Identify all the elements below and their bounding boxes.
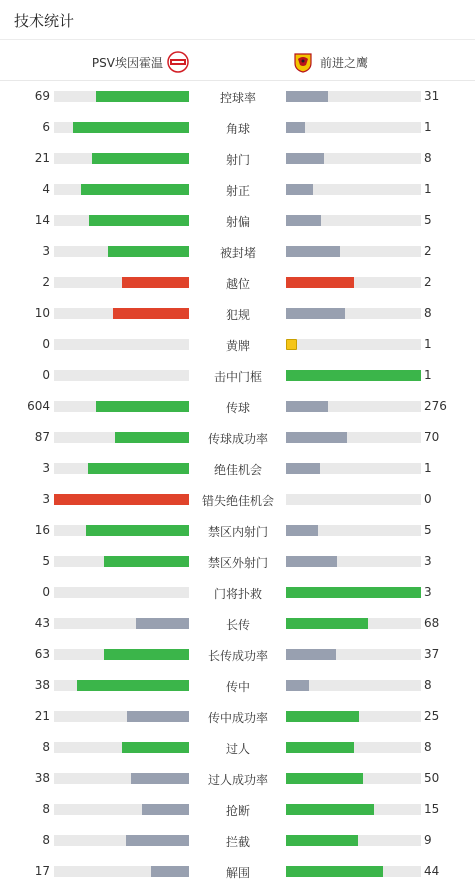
away-bar-track bbox=[286, 680, 421, 691]
stat-label: 传球 bbox=[225, 401, 250, 415]
home-bar-fill bbox=[115, 432, 189, 443]
stat-label: 射门 bbox=[225, 153, 250, 167]
away-bar-track bbox=[286, 587, 421, 598]
home-bar-track bbox=[54, 556, 189, 567]
away-bar-fill bbox=[286, 773, 363, 784]
away-bar-fill bbox=[286, 432, 347, 443]
stat-label: 长传 bbox=[225, 618, 250, 632]
away-bar-track bbox=[286, 866, 421, 877]
home-bar-track bbox=[54, 308, 189, 319]
stat-row bbox=[0, 856, 475, 887]
home-team[interactable] bbox=[92, 51, 189, 73]
away-bar-fill bbox=[286, 835, 358, 846]
away-bar-track bbox=[286, 91, 421, 102]
home-value: 604 bbox=[27, 399, 50, 413]
home-bar-track bbox=[54, 835, 189, 846]
stat-label: 抢断 bbox=[225, 804, 250, 818]
home-bar-track bbox=[54, 153, 189, 164]
stat-row bbox=[0, 670, 475, 701]
home-bar-fill bbox=[131, 773, 189, 784]
home-value: 0 bbox=[42, 337, 50, 351]
stat-label: 禁区外射门 bbox=[207, 556, 268, 570]
away-bar-fill bbox=[286, 401, 328, 412]
away-bar-fill bbox=[286, 618, 368, 629]
home-value: 38 bbox=[34, 771, 50, 785]
away-value: 5 bbox=[424, 213, 432, 227]
away-bar-fill bbox=[286, 525, 318, 536]
home-value: 43 bbox=[34, 616, 50, 630]
away-value: 44 bbox=[424, 864, 440, 878]
header-bar bbox=[0, 0, 475, 40]
home-value: 3 bbox=[42, 492, 50, 506]
away-bar-fill bbox=[286, 866, 383, 877]
away-team[interactable] bbox=[292, 51, 368, 73]
home-bar-track bbox=[54, 246, 189, 257]
home-bar-track bbox=[54, 649, 189, 660]
team-header bbox=[0, 41, 475, 81]
away-value: 25 bbox=[424, 709, 440, 723]
away-bar-track bbox=[286, 463, 421, 474]
stat-row bbox=[0, 205, 475, 236]
home-value: 21 bbox=[34, 151, 50, 165]
home-bar-track bbox=[54, 804, 189, 815]
home-bar-track bbox=[54, 370, 189, 381]
home-value: 0 bbox=[42, 585, 50, 599]
away-bar-track bbox=[286, 184, 421, 195]
home-value: 63 bbox=[34, 647, 50, 661]
away-value: 1 bbox=[424, 337, 432, 351]
stat-row bbox=[0, 546, 475, 577]
stat-row bbox=[0, 608, 475, 639]
away-value: 1 bbox=[424, 120, 432, 134]
away-value: 5 bbox=[424, 523, 432, 537]
home-bar-fill bbox=[142, 804, 189, 815]
away-bar-track bbox=[286, 370, 421, 381]
go-ahead-eagles-logo-icon bbox=[292, 51, 314, 73]
away-bar-track bbox=[286, 711, 421, 722]
stat-label: 传中成功率 bbox=[207, 711, 268, 725]
stat-row bbox=[0, 515, 475, 546]
stat-row bbox=[0, 81, 475, 112]
away-bar-fill bbox=[286, 804, 374, 815]
away-bar-track bbox=[286, 525, 421, 536]
stat-row bbox=[0, 794, 475, 825]
away-value: 3 bbox=[424, 585, 432, 599]
stat-row bbox=[0, 112, 475, 143]
home-value: 17 bbox=[34, 864, 50, 878]
home-value: 38 bbox=[34, 678, 50, 692]
home-value: 69 bbox=[34, 89, 50, 103]
home-bar-track bbox=[54, 742, 189, 753]
stat-row bbox=[0, 267, 475, 298]
away-value: 8 bbox=[424, 678, 432, 692]
home-bar-track bbox=[54, 587, 189, 598]
away-bar-fill bbox=[286, 246, 340, 257]
home-bar-fill bbox=[136, 618, 189, 629]
home-bar-fill bbox=[88, 463, 189, 474]
away-bar-track bbox=[286, 153, 421, 164]
home-bar-track bbox=[54, 680, 189, 691]
home-value: 0 bbox=[42, 368, 50, 382]
home-bar-track bbox=[54, 91, 189, 102]
stat-row bbox=[0, 639, 475, 670]
away-bar-fill bbox=[286, 649, 336, 660]
stat-label: 禁区内射门 bbox=[207, 525, 268, 539]
home-bar-track bbox=[54, 215, 189, 226]
away-bar-fill bbox=[286, 215, 321, 226]
stat-row bbox=[0, 484, 475, 515]
away-value: 8 bbox=[424, 151, 432, 165]
away-bar-fill bbox=[286, 184, 313, 195]
home-bar-track bbox=[54, 866, 189, 877]
home-value: 3 bbox=[42, 461, 50, 475]
away-bar-fill bbox=[286, 91, 328, 102]
away-bar-fill bbox=[286, 711, 359, 722]
away-bar-fill bbox=[286, 463, 320, 474]
stat-label: 过人成功率 bbox=[207, 773, 268, 787]
away-bar-track bbox=[286, 215, 421, 226]
away-bar-track bbox=[286, 556, 421, 567]
away-value: 3 bbox=[424, 554, 432, 568]
home-bar-fill bbox=[86, 525, 189, 536]
home-bar-fill bbox=[73, 122, 189, 133]
stat-row bbox=[0, 763, 475, 794]
home-bar-track bbox=[54, 711, 189, 722]
away-bar-fill bbox=[286, 587, 421, 598]
home-bar-fill bbox=[151, 866, 189, 877]
away-value: 68 bbox=[424, 616, 440, 630]
stat-row bbox=[0, 422, 475, 453]
stats-list bbox=[0, 81, 475, 887]
away-bar-track bbox=[286, 773, 421, 784]
home-bar-track bbox=[54, 618, 189, 629]
stat-row bbox=[0, 143, 475, 174]
away-bar-track bbox=[286, 277, 421, 288]
home-bar-track bbox=[54, 277, 189, 288]
away-value: 31 bbox=[424, 89, 440, 103]
home-value: 5 bbox=[42, 554, 50, 568]
home-bar-fill bbox=[122, 277, 190, 288]
stat-label: 过人 bbox=[225, 742, 250, 756]
stat-label: 控球率 bbox=[219, 91, 256, 105]
stat-label: 射正 bbox=[225, 184, 250, 198]
home-team-name: PSV埃因霍温 bbox=[91, 55, 163, 70]
away-value: 2 bbox=[424, 244, 432, 258]
home-value: 10 bbox=[34, 306, 50, 320]
stat-row bbox=[0, 174, 475, 205]
home-bar-fill bbox=[104, 556, 189, 567]
away-bar-track bbox=[286, 835, 421, 846]
away-bar-fill bbox=[286, 153, 324, 164]
away-bar-track bbox=[286, 742, 421, 753]
stat-row bbox=[0, 236, 475, 267]
stat-row bbox=[0, 298, 475, 329]
away-value: 276 bbox=[424, 399, 447, 413]
stat-row bbox=[0, 732, 475, 763]
home-bar-fill bbox=[89, 215, 189, 226]
away-bar-track bbox=[286, 308, 421, 319]
away-value: 0 bbox=[424, 492, 432, 506]
stat-label: 门将扑救 bbox=[213, 587, 262, 601]
away-value: 1 bbox=[424, 182, 432, 196]
home-value: 8 bbox=[42, 740, 50, 754]
home-bar-track bbox=[54, 494, 189, 505]
home-bar-track bbox=[54, 122, 189, 133]
stat-label: 传中 bbox=[225, 680, 250, 694]
home-bar-fill bbox=[92, 153, 189, 164]
away-bar-track bbox=[286, 618, 421, 629]
home-bar-track bbox=[54, 525, 189, 536]
home-bar-track bbox=[54, 339, 189, 350]
home-value: 8 bbox=[42, 802, 50, 816]
away-value: 1 bbox=[424, 368, 432, 382]
away-bar-fill bbox=[286, 339, 297, 350]
home-bar-fill bbox=[122, 742, 190, 753]
home-value: 87 bbox=[34, 430, 50, 444]
home-bar-track bbox=[54, 184, 189, 195]
away-bar-track bbox=[286, 804, 421, 815]
home-bar-fill bbox=[127, 711, 189, 722]
away-value: 1 bbox=[424, 461, 432, 475]
away-value: 37 bbox=[424, 647, 440, 661]
stat-row bbox=[0, 701, 475, 732]
home-bar-fill bbox=[96, 91, 189, 102]
home-value: 8 bbox=[42, 833, 50, 847]
away-value: 70 bbox=[424, 430, 440, 444]
home-bar-fill bbox=[104, 649, 189, 660]
away-bar-track bbox=[286, 432, 421, 443]
stat-label: 角球 bbox=[225, 122, 250, 136]
stat-row bbox=[0, 577, 475, 608]
stat-label: 越位 bbox=[225, 277, 250, 291]
stat-label: 黄牌 bbox=[225, 339, 250, 353]
home-value: 3 bbox=[42, 244, 50, 258]
home-value: 6 bbox=[42, 120, 50, 134]
psv-logo-icon bbox=[167, 51, 189, 73]
home-value: 2 bbox=[42, 275, 50, 289]
home-bar-fill bbox=[81, 184, 189, 195]
home-value: 16 bbox=[34, 523, 50, 537]
home-value: 4 bbox=[42, 182, 50, 196]
away-value: 9 bbox=[424, 833, 432, 847]
away-bar-fill bbox=[286, 370, 421, 381]
home-bar-fill bbox=[77, 680, 189, 691]
stat-label: 错失绝佳机会 bbox=[201, 494, 274, 508]
page-title: 技术统计 bbox=[14, 12, 75, 30]
stat-label: 绝佳机会 bbox=[213, 463, 262, 477]
home-bar-track bbox=[54, 401, 189, 412]
stat-row bbox=[0, 453, 475, 484]
home-bar-fill bbox=[126, 835, 189, 846]
away-bar-track bbox=[286, 649, 421, 660]
away-bar-fill bbox=[286, 556, 337, 567]
home-bar-fill bbox=[108, 246, 189, 257]
home-bar-track bbox=[54, 773, 189, 784]
away-bar-fill bbox=[286, 680, 309, 691]
home-bar-fill bbox=[113, 308, 189, 319]
stat-label: 犯规 bbox=[225, 308, 250, 322]
away-bar-fill bbox=[286, 277, 354, 288]
home-bar-track bbox=[54, 463, 189, 474]
away-bar-fill bbox=[286, 308, 345, 319]
away-bar-track bbox=[286, 122, 421, 133]
stat-label: 击中门框 bbox=[213, 370, 262, 384]
stat-label: 传球成功率 bbox=[207, 432, 268, 446]
away-bar-track bbox=[286, 339, 421, 350]
stat-label: 解围 bbox=[225, 866, 250, 880]
stat-row bbox=[0, 825, 475, 856]
home-bar-track bbox=[54, 432, 189, 443]
away-value: 50 bbox=[424, 771, 440, 785]
stat-label: 射偏 bbox=[225, 215, 250, 229]
stat-row bbox=[0, 391, 475, 422]
away-team-name: 前进之鹰 bbox=[320, 55, 369, 70]
away-value: 2 bbox=[424, 275, 432, 289]
stat-label: 被封堵 bbox=[219, 246, 256, 260]
away-value: 8 bbox=[424, 306, 432, 320]
away-bar-track bbox=[286, 246, 421, 257]
home-value: 21 bbox=[34, 709, 50, 723]
stat-label: 长传成功率 bbox=[207, 649, 268, 663]
home-bar-fill bbox=[96, 401, 189, 412]
stat-label: 拦截 bbox=[225, 835, 250, 849]
stat-row bbox=[0, 329, 475, 360]
away-value: 8 bbox=[424, 740, 432, 754]
home-value: 14 bbox=[34, 213, 50, 227]
away-bar-track bbox=[286, 401, 421, 412]
stat-row bbox=[0, 360, 475, 391]
away-bar-track bbox=[286, 494, 421, 505]
home-bar-fill bbox=[54, 494, 189, 505]
away-bar-fill bbox=[286, 122, 305, 133]
away-value: 15 bbox=[424, 802, 440, 816]
away-bar-fill bbox=[286, 742, 354, 753]
